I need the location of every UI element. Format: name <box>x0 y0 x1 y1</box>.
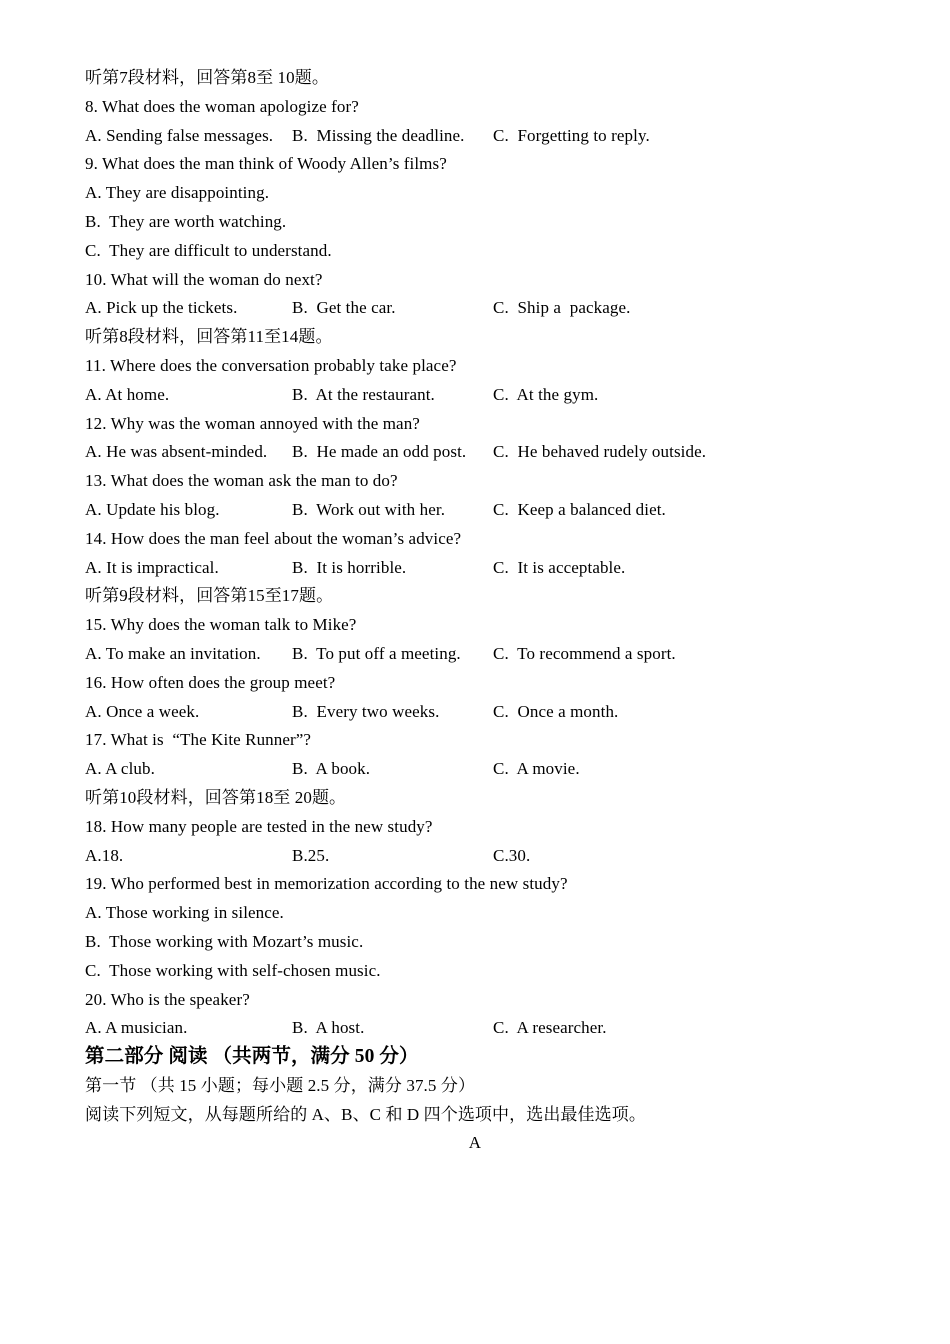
option-a: A. A club. <box>85 759 155 779</box>
option-a: A.18. <box>85 845 124 865</box>
question-text: 11. Where does the conversation probably take place? <box>85 355 457 375</box>
option-c: C. It is acceptable. <box>493 557 626 577</box>
listening-instruction: 阅读下列短文，从每题所给的 A、B、C 和 D 四个选项中，选出最佳选项。 <box>85 1104 646 1124</box>
listening-instruction: 听第7段材料，回答第8至 10题。 <box>85 68 329 87</box>
options-row <box>85 438 920 467</box>
option-c: C. He behaved rudely outside. <box>493 442 707 462</box>
option-c: C.30. <box>493 845 531 865</box>
option-c: C. To recommend a sport. <box>493 643 676 663</box>
question-text: 15. Why does the woman talk to Mike? <box>85 615 357 635</box>
options-row <box>85 122 920 151</box>
question-text: 12. Why was the woman annoyed with the man? <box>85 413 420 433</box>
question-text: 19. Who performed best in memorization according to the new study? <box>85 874 568 894</box>
option-b: B.25. <box>292 845 330 865</box>
listening-instruction: 听第9段材料，回答第15至17题。 <box>85 586 334 606</box>
option-line: A. They are disappointing. <box>85 183 270 203</box>
option-line: B. They are worth watching. <box>85 211 287 231</box>
question-text: 10. What will the woman do next? <box>85 269 323 289</box>
options-row <box>85 496 920 525</box>
option-line: A. Those working in silence. <box>85 903 284 923</box>
question-text: 14. How does the man feel about the woman’s advice? <box>85 528 462 548</box>
option-b: B. He made an odd post. <box>292 442 467 462</box>
option-b: B. Work out with her. <box>292 499 446 519</box>
option-b: B. A host. <box>292 1018 365 1038</box>
option-a: A. At home. <box>85 384 170 404</box>
option-a: A. Once a week. <box>85 701 200 721</box>
question-text: 16. How often does the group meet? <box>85 672 336 692</box>
listening-instruction: 第一节 （共 15 小题；每小题 2.5 分，满分 37.5 分） <box>85 1075 476 1095</box>
option-a: A. A musician. <box>85 1018 188 1038</box>
options-row <box>85 381 920 410</box>
options-row <box>85 842 920 871</box>
question-text: 13. What does the woman ask the man to do? <box>85 471 398 491</box>
exam-content <box>85 64 920 1158</box>
option-a: A. He was absent-minded. <box>85 442 268 462</box>
options-row <box>85 554 920 583</box>
option-line: B. Those working with Mozart’s music. <box>85 931 364 951</box>
option-b: B. Every two weeks. <box>292 701 440 721</box>
option-b: B. To put off a meeting. <box>292 643 461 663</box>
section-heading: 第二部分 阅读 （共两节，满分 50 分） <box>85 1046 419 1068</box>
passage-label: A <box>468 1133 482 1153</box>
option-b: B. A book. <box>292 759 371 779</box>
option-b: B. Get the car. <box>292 298 396 318</box>
option-b: B. It is horrible. <box>292 557 407 577</box>
option-line: C. They are difficult to understand. <box>85 240 332 260</box>
listening-instruction: 听第10段材料，回答第18至 20题。 <box>85 787 347 807</box>
options-row <box>85 698 920 727</box>
option-c: C. Keep a balanced diet. <box>493 499 666 519</box>
option-c: C. Forgetting to reply. <box>493 125 650 145</box>
options-row <box>85 1014 920 1043</box>
listening-instruction: 听第8段材料，回答第11至14题。 <box>85 327 333 347</box>
option-a: A. Pick up the tickets. <box>85 298 238 318</box>
question-text: 9. What does the man think of Woody Allen’s films? <box>85 154 447 174</box>
options-row <box>85 640 920 669</box>
option-line: C. Those working with self-chosen music. <box>85 960 381 980</box>
option-c: C. Ship a package. <box>493 298 631 318</box>
option-a: A. It is impractical. <box>85 557 219 577</box>
option-a: A. To make an invitation. <box>85 643 261 663</box>
question-text: 20. Who is the speaker? <box>85 989 250 1009</box>
option-c: C. At the gym. <box>493 384 599 404</box>
option-c: C. A movie. <box>493 759 580 779</box>
question-text: 17. What is “The Kite Runner”? <box>85 730 312 750</box>
options-row <box>85 294 920 323</box>
option-b: B. At the restaurant. <box>292 384 435 404</box>
options-row <box>85 755 920 784</box>
option-b: B. Missing the deadline. <box>292 125 465 145</box>
question-text: 18. How many people are tested in the new study? <box>85 816 433 836</box>
question-text: 8. What does the woman apologize for? <box>85 96 359 116</box>
option-a: A. Update his blog. <box>85 499 220 519</box>
option-a: A. Sending false messages. <box>85 125 274 145</box>
option-c: C. A researcher. <box>493 1018 607 1038</box>
option-c: C. Once a month. <box>493 701 619 721</box>
